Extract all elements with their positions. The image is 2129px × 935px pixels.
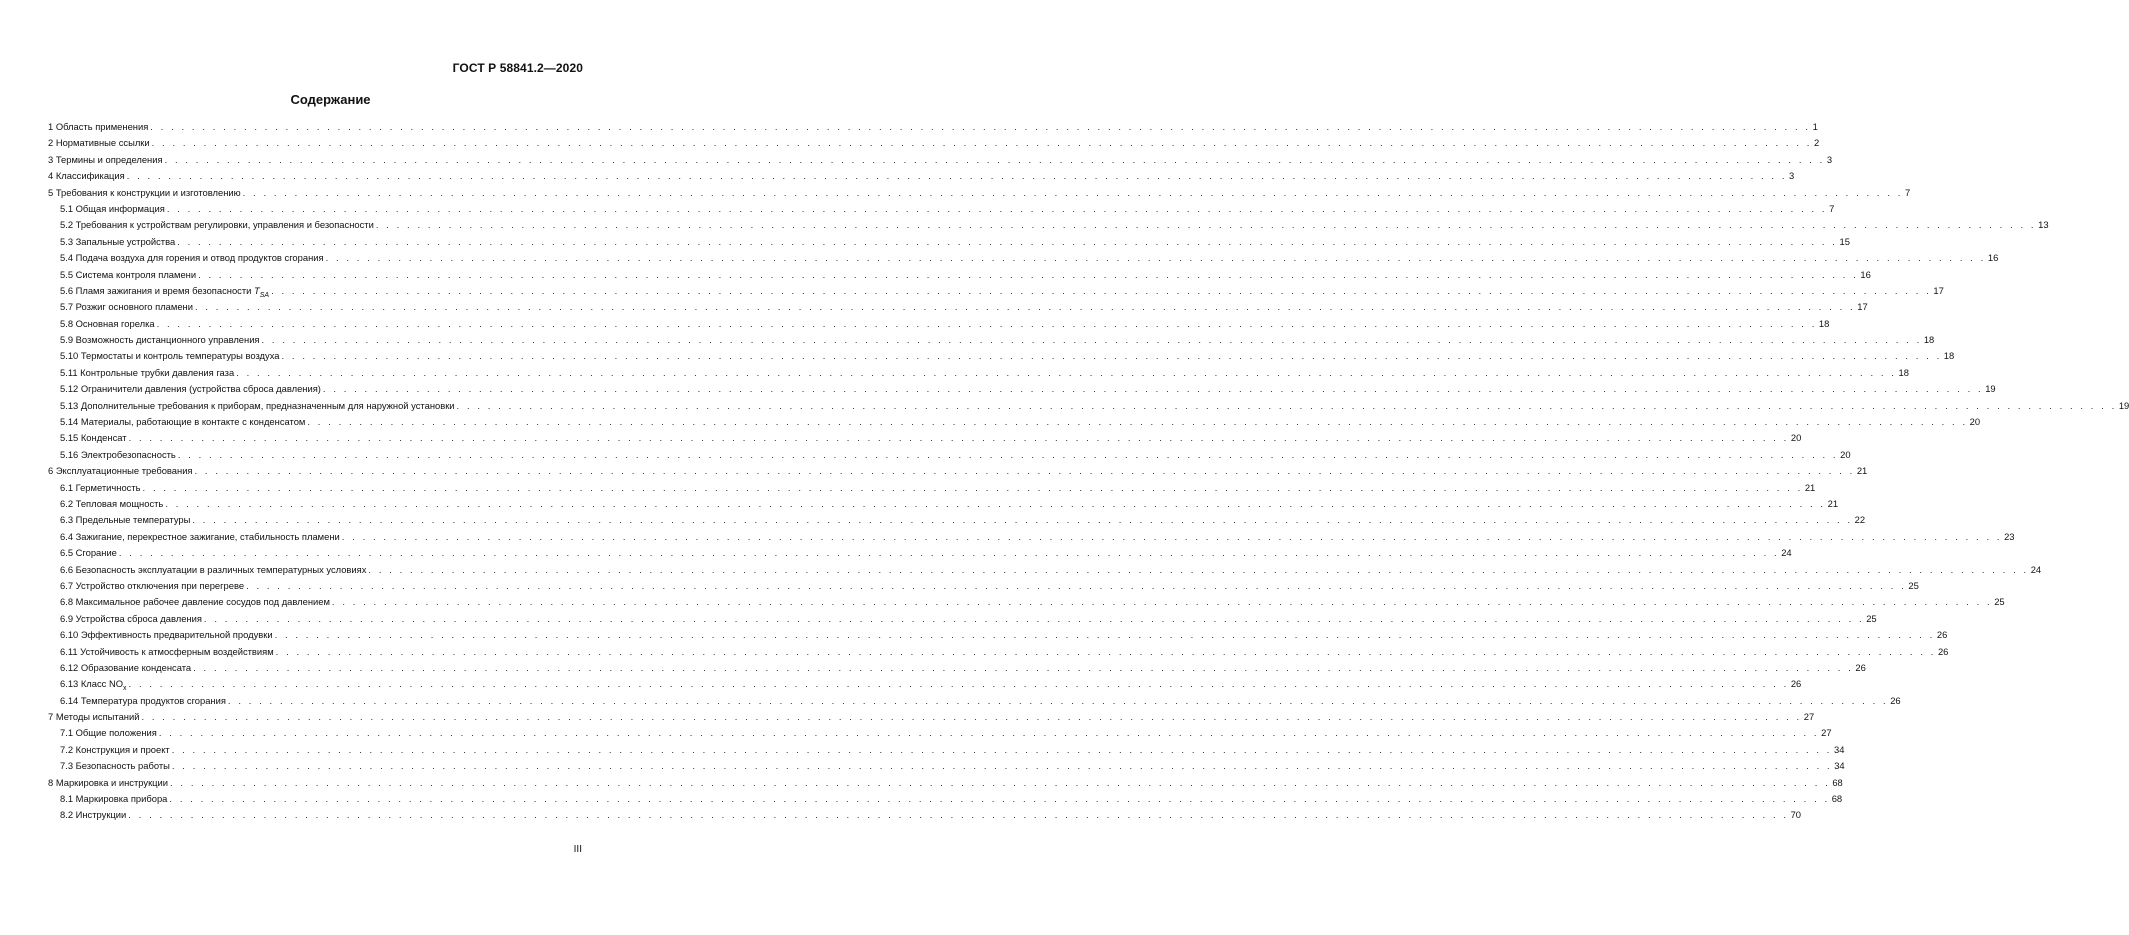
toc-dot-leader: . . . . . . . . . . . . . . . . . . . . . . . . . . . . . . . . . . . . . . . . . . . . . . . . . . . . . . . . . . . . . . . . . . . . . . . . . . . . . . . . . . . . . . . . . . . . . . . . . . . . . . . . . . . . . . . . . . . . . . . . . . . . . . . . . . . . . . . . . . . . . . . . . . . . . . . . . . . . . . . . <box>126 170 1788 182</box>
toc-dot-leader: . . . . . . . . . . . . . . . . . . . . . . . . . . . . . . . . . . . . . . . . . . . . . . . . . . . . . . . . . . . . . . . . . . . . . . . . . . . . . . . . . . . . . . . . . . . . . . . . . . . . . . . . . . . . . . . . . . . . . . . . . . . . . . . . . . . . . . . . . . . . . . . . . . . . . . . . . . . . . . . . <box>227 694 1889 706</box>
toc-entry-label: 5.8 Основная горелка <box>60 317 155 329</box>
toc-page-number: 26 <box>1937 645 1949 657</box>
toc-dot-leader: . . . . . . . . . . . . . . . . . . . . . . . . . . . . . . . . . . . . . . . . . . . . . . . . . . . . . . . . . . . . . . . . . . . . . . . . . . . . . . . . . . . . . . . . . . . . . . . . . . . . . . . . . . . . . . . . . . . . . . . . . . . . . . . . . . . . . . . . . . . . . . . . . . . . . . . . . . . . . . . . <box>368 563 2029 575</box>
toc-dot-leader: . . . . . . . . . . . . . . . . . . . . . . . . . . . . . . . . . . . . . . . . . . . . . . . . . . . . . . . . . . . . . . . . . . . . . . . . . . . . . . . . . . . . . . . . . . . . . . . . . . . . . . . . . . . . . . . . . . . . . . . . . . . . . . . . . . . . . . . . . . . . . . . . . . . . . . . . . . . . . . . . <box>192 514 1853 526</box>
toc-page-number: 19 <box>1985 383 1996 395</box>
toc-dot-leader: . . . . . . . . . . . . . . . . . . . . . . . . . . . . . . . . . . . . . . . . . . . . . . . . . . . . . . . . . . . . . . . . . . . . . . . . . . . . . . . . . . . . . . . . . . . . . . . . . . . . . . . . . . . . . . . . . . . . . . . . . . . . . . . . . . . . . . . . . . . . . . . . . . . . . . . . . . . . . . . . <box>274 629 1935 641</box>
toc-page-number: 23 <box>2004 530 2015 542</box>
toc-page-number: 21 <box>1827 497 1839 509</box>
toc-entry-label: 1 Область применения <box>48 121 149 132</box>
toc-entry[interactable] <box>48 529 2015 545</box>
toc-entry-label: 5.10 Термостаты и контроль температуры воздуха <box>60 350 280 362</box>
toc-page-number: 17 <box>1857 301 1868 313</box>
toc-entry-label: 6.13 Класс $NO_x$ <box>60 678 127 693</box>
toc-page-number: 68 <box>1832 776 1843 788</box>
toc-page-number: 18 <box>1818 317 1830 329</box>
toc-entry[interactable] <box>48 414 1981 430</box>
toc-entry-label: 6.5 Сгорание <box>60 547 117 559</box>
toc-page-number: 25 <box>1994 596 2005 608</box>
toc-entry[interactable] <box>48 512 1866 528</box>
toc-entry-label: 8.1 Маркировка прибора <box>60 793 168 805</box>
toc-symbol-subscript: x <box>123 685 127 693</box>
toc-dot-leader: . . . . . . . . . . . . . . . . . . . . . . . . . . . . . . . . . . . . . . . . . . . . . . . . . . . . . . . . . . . . . . . . . . . . . . . . . . . . . . . . . . . . . . . . . . . . . . . . . . . . . . . . . . . . . . . . . . . . . . . . . . . . . . . . . . . . . . . . . . . . . . . . . . . . . . . . . . . . . . . . <box>261 334 1922 346</box>
toc-dot-leader: . . . . . . . . . . . . . . . . . . . . . . . . . . . . . . . . . . . . . . . . . . . . . . . . . . . . . . . . . . . . . . . . . . . . . . . . . . . . . . . . . . . . . . . . . . . . . . . . . . . . . . . . . . . . . . . . . . . . . . . . . . . . . . . . . . . . . . . . . . . . . . . . . . . . . . . . . . . . . . . . <box>331 596 1993 608</box>
toc-entry[interactable] <box>48 447 1851 463</box>
toc-entry-label: 6.10 Эффективность предварительной продувки <box>60 629 273 641</box>
toc-page-number: 34 <box>1834 743 1845 755</box>
toc-dot-leader: . . . . . . . . . . . . . . . . . . . . . . . . . . . . . . . . . . . . . . . . . . . . . . . . . . . . . . . . . . . . . . . . . . . . . . . . . . . . . . . . . . . . . . . . . . . . . . . . . . . . . . . . . . . . . . . . . . . . . . . . . . . . . . . . . . . . . . . . . . . . . . . . . . . . . . . . . . . . . . . . <box>271 284 1932 296</box>
toc-entry[interactable] <box>48 299 1868 315</box>
toc-entry-label: 5.3 Запальные устройства <box>60 235 176 247</box>
toc-entry[interactable] <box>48 775 1843 791</box>
toc-page-number: 19 <box>2118 399 2129 411</box>
toc-dot-leader: . . . . . . . . . . . . . . . . . . . . . . . . . . . . . . . . . . . . . . . . . . . . . . . . . . . . . . . . . . . . . . . . . . . . . . . . . . . . . . . . . . . . . . . . . . . . . . . . . . . . . . . . . . . . . . . . . . . . . . . . . . . . . . . . . . . . . . . . . . . . . . . . . . . . . . . . . . . . . . . . <box>236 366 1897 378</box>
toc-dot-leader: . . . . . . . . . . . . . . . . . . . . . . . . . . . . . . . . . . . . . . . . . . . . . . . . . . . . . . . . . . . . . . . . . . . . . . . . . . . . . . . . . . . . . . . . . . . . . . . . . . . . . . . . . . . . . . . . . . . . . . . . . . . . . . . . . . . . . . . . . . . . . . . . . . . . . . . . . . . . . . . . <box>171 760 1833 772</box>
toc-entry-label: 5.7 Розжиг основного пламени <box>60 301 193 313</box>
toc-page-number: 27 <box>1803 711 1815 723</box>
toc-dot-leader: . . . . . . . . . . . . . . . . . . . . . . . . . . . . . . . . . . . . . . . . . . . . . . . . . . . . . . . . . . . . . . . . . . . . . . . . . . . . . . . . . . . . . . . . . . . . . . . . . . . . . . . . . . . . . . . . . . . . . . . . . . . . . . . . . . . . . . . . . . . . . . . . . . . . . . . . . . . . . . . . <box>194 301 1856 313</box>
toc-dot-leader: . . . . . . . . . . . . . . . . . . . . . . . . . . . . . . . . . . . . . . . . . . . . . . . . . . . . . . . . . . . . . . . . . . . . . . . . . . . . . . . . . . . . . . . . . . . . . . . . . . . . . . . . . . . . . . . . . . . . . . . . . . . . . . . . . . . . . . . . . . . . . . . . . . . . . . . . . . . . . . . . <box>164 153 1825 165</box>
toc-entry[interactable] <box>48 152 1833 168</box>
toc-dot-leader: . . . . . . . . . . . . . . . . . . . . . . . . . . . . . . . . . . . . . . . . . . . . . . . . . . . . . . . . . . . . . . . . . . . . . . . . . . . . . . . . . . . . . . . . . . . . . . . . . . . . . . . . . . . . . . . . . . . . . . . . . . . . . . . . . . . . . . . . . . . . . . . . . . . . . . . . . . . . . . . . <box>141 711 1802 723</box>
toc-entry[interactable] <box>48 545 1792 561</box>
toc-entry-label: 6 Эксплуатационные требования <box>48 465 193 477</box>
toc-entry[interactable] <box>48 725 1832 741</box>
toc-page-number: 16 <box>1860 268 1871 280</box>
toc-entry[interactable] <box>48 660 1866 676</box>
toc-dot-leader: . . . . . . . . . . . . . . . . . . . . . . . . . . . . . . . . . . . . . . . . . . . . . . . . . . . . . . . . . . . . . . . . . . . . . . . . . . . . . . . . . . . . . . . . . . . . . . . . . . . . . . . . . . . . . . . . . . . . . . . . . . . . . . . . . . . . . . . . . . . . . . . . . . . . . . . . . . . . . . . . <box>170 776 1831 788</box>
toc-page-number: 18 <box>1923 334 1935 346</box>
toc-entry[interactable] <box>48 201 1835 217</box>
toc-dot-leader: . . . . . . . . . . . . . . . . . . . . . . . . . . . . . . . . . . . . . . . . . . . . . . . . . . . . . . . . . . . . . . . . . . . . . . . . . . . . . . . . . . . . . . . . . . . . . . . . . . . . . . . . . . . . . . . . . . . . . . . . . . . . . . . . . . . . . . . . . . . . . . . . . . . . . . . . . . . . . . . . <box>165 497 1826 509</box>
toc-entry-label: 7.3 Безопасность работы <box>60 760 170 772</box>
toc-dot-leader: . . . . . . . . . . . . . . . . . . . . . . . . . . . . . . . . . . . . . . . . . . . . . . . . . . . . . . . . . . . . . . . . . . . . . . . . . . . . . . . . . . . . . . . . . . . . . . . . . . . . . . . . . . . . . . . . . . . . . . . . . . . . . . . . . . . . . . . . . . . . . . . . . . . . . . . . . . . . . . . . <box>150 121 1811 132</box>
toc-entry[interactable] <box>48 168 1795 184</box>
toc-entry-label: 5.9 Возможность дистанционного управления <box>60 334 260 346</box>
toc-entry[interactable] <box>48 709 1815 725</box>
toc-dot-leader: . . . . . . . . . . . . . . . . . . . . . . . . . . . . . . . . . . . . . . . . . . . . . . . . . . . . . . . . . . . . . . . . . . . . . . . . . . . . . . . . . . . . . . . . . . . . . . . . . . . . . . . . . . . . . . . . . . . . . . . . . . . . . . . . . . . . . . . . . . . . . . . . . . . . . . . . . . . . . . . . <box>198 268 1859 280</box>
toc-entry[interactable] <box>48 480 1816 496</box>
toc-entry-label: 6.8 Максимальное рабочее давление сосудов под давлением <box>60 596 330 608</box>
toc-entry[interactable] <box>48 758 1845 774</box>
toc-page-number: 26 <box>1790 678 1802 690</box>
toc-symbol-subscript: SA <box>259 291 270 299</box>
toc-page-number: 2 <box>1813 137 1820 149</box>
toc-dot-leader: . . . . . . . . . . . . . . . . . . . . . . . . . . . . . . . . . . . . . . . . . . . . . . . . . . . . . . . . . . . . . . . . . . . . . . . . . . . . . . . . . . . . . . . . . . . . . . . . . . . . . . . . . . . . . . . . . . . . . . . . . . . . . . . . . . . . . . . . . . . . . . . . . . . . . . . . . . . . . . . . <box>128 432 1789 444</box>
toc-page-number: 27 <box>1821 727 1832 739</box>
toc-entry[interactable] <box>48 381 1996 397</box>
toc-entry-label: 6.12 Образование конденсата <box>60 661 192 673</box>
toc-entry[interactable] <box>48 250 1999 266</box>
toc-entry-label: 6.2 Тепловая мощность <box>60 497 164 509</box>
toc-dot-leader: . . . . . . . . . . . . . . . . . . . . . . . . . . . . . . . . . . . . . . . . . . . . . . . . . . . . . . . . . . . . . . . . . . . . . . . . . . . . . . . . . . . . . . . . . . . . . . . . . . . . . . . . . . . . . . . . . . . . . . . . . . . . . . . . . . . . . . . . . . . . . . . . . . . . . . . . . . . . . . . . <box>158 727 1820 739</box>
toc-entry[interactable] <box>48 807 1802 823</box>
toc-entry[interactable] <box>48 644 1949 660</box>
toc-entry-label: 5.5 Система контроля пламени <box>60 268 197 280</box>
toc-page-number: 18 <box>1898 366 1909 378</box>
toc-entry[interactable] <box>48 234 1850 250</box>
toc-page-number: 25 <box>1908 579 1919 591</box>
toc-dot-leader: . . . . . . . . . . . . . . . . . . . . . . . . . . . . . . . . . . . . . . . . . . . . . . . . . . . . . . . . . . . . . . . . . . . . . . . . . . . . . . . . . . . . . . . . . . . . . . . . . . . . . . . . . . . . . . . . . . . . . . . . . . . . . . . . . . . . . . . . . . . . . . . . . . . . . . . . . . . . . . . . <box>171 743 1833 755</box>
page-number: III <box>573 844 582 855</box>
toc-entry[interactable] <box>48 627 1948 643</box>
toc-page-number: 3 <box>1826 153 1833 165</box>
toc-dot-leader: . . . . . . . . . . . . . . . . . . . . . . . . . . . . . . . . . . . . . . . . . . . . . . . . . . . . . . . . . . . . . . . . . . . . . . . . . . . . . . . . . . . . . . . . . . . . . . . . . . . . . . . . . . . . . . . . . . . . . . . . . . . . . . . . . . . . . . . . . . . . . . . . . . . . . . . . . . . . . . . . <box>128 809 1789 821</box>
toc-entry-label: 5.13 Дополнительные требования к приборам, предназначенным для наружной установки <box>60 399 455 411</box>
toc-entry[interactable] <box>48 693 1901 709</box>
toc-dot-leader: . . . . . . . . . . . . . . . . . . . . . . . . . . . . . . . . . . . . . . . . . . . . . . . . . . . . . . . . . . . . . . . . . . . . . . . . . . . . . . . . . . . . . . . . . . . . . . . . . . . . . . . . . . . . . . . . . . . . . . . . . . . . . . . . . . . . . . . . . . . . . . . . . . . . . . . . . . . . . . . . <box>142 481 1803 493</box>
toc-dot-leader: . . . . . . . . . . . . . . . . . . . . . . . . . . . . . . . . . . . . . . . . . . . . . . . . . . . . . . . . . . . . . . . . . . . . . . . . . . . . . . . . . . . . . . . . . . . . . . . . . . . . . . . . . . . . . . . . . . . . . . . . . . . . . . . . . . . . . . . . . . . . . . . . . . . . . . . . . . . . . . . . <box>156 317 1817 329</box>
toc-entry-label: 5.4 Подача воздуха для горения и отвод продуктов сгорания <box>60 252 324 264</box>
toc-page-number: 7 <box>1904 186 1911 198</box>
toc-page-number: 68 <box>1831 793 1843 805</box>
toc-entry-label: 5 Требования к конструкции и изготовлению <box>48 186 241 198</box>
toc-page-number: 26 <box>1855 661 1866 673</box>
toc-dot-leader: . . . . . . . . . . . . . . . . . . . . . . . . . . . . . . . . . . . . . . . . . . . . . . . . . . . . . . . . . . . . . . . . . . . . . . . . . . . . . . . . . . . . . . . . . . . . . . . . . . . . . . . . . . . . . . . . . . . . . . . . . . . . . . . . . . . . . . . . . . . . . . . . . . . . . . . . . . . . . . . . <box>325 252 1986 264</box>
toc-page-number: 16 <box>1987 252 1999 264</box>
toc-page-number: 24 <box>1781 547 1792 559</box>
toc-entry-label: 8.2 Инструкции <box>60 809 127 821</box>
toc-page-number: 24 <box>2030 563 2042 575</box>
toc-dot-leader: . . . . . . . . . . . . . . . . . . . . . . . . . . . . . . . . . . . . . . . . . . . . . . . . . . . . . . . . . . . . . . . . . . . . . . . . . . . . . . . . . . . . . . . . . . . . . . . . . . . . . . . . . . . . . . . . . . . . . . . . . . . . . . . . . . . . . . . . . . . . . . . . . . . . . . . . . . . . . . . . <box>275 645 1936 657</box>
toc-page-number: 15 <box>1839 235 1850 247</box>
toc-entry-label: 5.2 Требования к устройствам регулировки, управления и безопасности <box>60 219 374 231</box>
toc-entry[interactable] <box>48 119 1818 135</box>
toc-dot-leader: . . . . . . . . . . . . . . . . . . . . . . . . . . . . . . . . . . . . . . . . . . . . . . . . . . . . . . . . . . . . . . . . . . . . . . . . . . . . . . . . . . . . . . . . . . . . . . . . . . . . . . . . . . . . . . . . . . . . . . . . . . . . . . . . . . . . . . . . . . . . . . . . . . . . . . . . . . . . . . . . <box>151 137 1812 149</box>
toc-dot-leader: . . . . . . . . . . . . . . . . . . . . . . . . . . . . . . . . . . . . . . . . . . . . . . . . . . . . . . . . . . . . . . . . . . . . . . . . . . . . . . . . . . . . . . . . . . . . . . . . . . . . . . . . . . . . . . . . . . . . . . . . . . . . . . . . . . . . . . . . . . . . . . . . . . . . . . . . . . . . . . . . <box>177 235 1838 247</box>
toc-entry[interactable] <box>48 267 1871 283</box>
toc-page-number: 22 <box>1854 514 1866 526</box>
toc-entry[interactable] <box>48 185 1911 201</box>
toc-dot-leader: . . . . . . . . . . . . . . . . . . . . . . . . . . . . . . . . . . . . . . . . . . . . . . . . . . . . . . . . . . . . . . . . . . . . . . . . . . . . . . . . . . . . . . . . . . . . . . . . . . . . . . . . . . . . . . . . . . . . . . . . . . . . . . . . . . . . . . . . . . . . . . . . . . . . . . . . . . . . . . . . <box>169 793 1830 805</box>
toc-page-number: 3 <box>1789 170 1795 182</box>
toc-dot-leader: . . . . . . . . . . . . . . . . . . . . . . . . . . . . . . . . . . . . . . . . . . . . . . . . . . . . . . . . . . . . . . . . . . . . . . . . . . . . . . . . . . . . . . . . . . . . . . . . . . . . . . . . . . . . . . . . . . . . . . . . . . . . . . . . . . . . . . . . . . . . . . . . . . . . . . . . . . . . . . . . <box>456 399 2117 411</box>
toc-entry-label: 6.4 Зажигание, перекрестное зажигание, стабильность пламени <box>60 530 340 542</box>
toc-dot-leader: . . . . . . . . . . . . . . . . . . . . . . . . . . . . . . . . . . . . . . . . . . . . . . . . . . . . . . . . . . . . . . . . . . . . . . . . . . . . . . . . . . . . . . . . . . . . . . . . . . . . . . . . . . . . . . . . . . . . . . . . . . . . . . . . . . . . . . . . . . . . . . . . . . . . . . . . . . . . . . . . <box>246 579 1907 591</box>
toc-entry-label: 5.15 Конденсат <box>60 432 127 444</box>
toc-entry-label: 3 Термины и определения <box>48 153 163 165</box>
toc-page-number: 20 <box>1969 416 1981 428</box>
toc-entry-label: 6.9 Устройства сброса давления <box>60 612 202 624</box>
toc-entry[interactable] <box>48 578 1919 594</box>
toc-page-number: 21 <box>1804 481 1816 493</box>
toc-dot-leader: . . . . . . . . . . . . . . . . . . . . . . . . . . . . . . . . . . . . . . . . . . . . . . . . . . . . . . . . . . . . . . . . . . . . . . . . . . . . . . . . . . . . . . . . . . . . . . . . . . . . . . . . . . . . . . . . . . . . . . . . . . . . . . . . . . . . . . . . . . . . . . . . . . . . . . . . . . . . . . . . <box>341 530 2003 542</box>
toc-entry-label: 6.3 Предельные температуры <box>60 514 191 526</box>
toc-entry-label: 6.6 Безопасность эксплуатации в различных температурных условиях <box>60 563 367 575</box>
toc-entry-label: 6.11 Устойчивость к атмосферным воздействиям <box>60 645 274 657</box>
toc-dot-leader: . . . . . . . . . . . . . . . . . . . . . . . . . . . . . . . . . . . . . . . . . . . . . . . . . . . . . . . . . . . . . . . . . . . . . . . . . . . . . . . . . . . . . . . . . . . . . . . . . . . . . . . . . . . . . . . . . . . . . . . . . . . . . . . . . . . . . . . . . . . . . . . . . . . . . . . . . . . . . . . . <box>375 219 2037 231</box>
toc-dot-leader: . . . . . . . . . . . . . . . . . . . . . . . . . . . . . . . . . . . . . . . . . . . . . . . . . . . . . . . . . . . . . . . . . . . . . . . . . . . . . . . . . . . . . . . . . . . . . . . . . . . . . . . . . . . . . . . . . . . . . . . . . . . . . . . . . . . . . . . . . . . . . . . . . . . . . . . . . . . . . . . . <box>118 547 1780 559</box>
toc-page-number: 21 <box>1856 465 1868 477</box>
toc-entry[interactable] <box>48 742 1845 758</box>
toc-dot-leader: . . . . . . . . . . . . . . . . . . . . . . . . . . . . . . . . . . . . . . . . . . . . . . . . . . . . . . . . . . . . . . . . . . . . . . . . . . . . . . . . . . . . . . . . . . . . . . . . . . . . . . . . . . . . . . . . . . . . . . . . . . . . . . . . . . . . . . . . . . . . . . . . . . . . . . . . . . . . . . . . <box>194 465 1855 477</box>
toc-entry-label: 5.6 Пламя зажигания и время безопасности $T_{SA}$ <box>60 284 270 299</box>
toc-entry[interactable] <box>48 135 1820 151</box>
toc-dot-leader: . . . . . . . . . . . . . . . . . . . . . . . . . . . . . . . . . . . . . . . . . . . . . . . . . . . . . . . . . . . . . . . . . . . . . . . . . . . . . . . . . . . . . . . . . . . . . . . . . . . . . . . . . . . . . . . . . . . . . . . . . . . . . . . . . . . . . . . . . . . . . . . . . . . . . . . . . . . . . . . . <box>242 186 1903 198</box>
toc-dot-leader: . . . . . . . . . . . . . . . . . . . . . . . . . . . . . . . . . . . . . . . . . . . . . . . . . . . . . . . . . . . . . . . . . . . . . . . . . . . . . . . . . . . . . . . . . . . . . . . . . . . . . . . . . . . . . . . . . . . . . . . . . . . . . . . . . . . . . . . . . . . . . . . . . . . . . . . . . . . . . . . . <box>281 350 1942 362</box>
toc-dot-leader: . . . . . . . . . . . . . . . . . . . . . . . . . . . . . . . . . . . . . . . . . . . . . . . . . . . . . . . . . . . . . . . . . . . . . . . . . . . . . . . . . . . . . . . . . . . . . . . . . . . . . . . . . . . . . . . . . . . . . . . . . . . . . . . . . . . . . . . . . . . . . . . . . . . . . . . . . . . . . . . . <box>177 448 1839 460</box>
toc-entry[interactable] <box>48 594 2005 610</box>
toc-page-number: 20 <box>1840 448 1851 460</box>
toc-entry-label: 7.1 Общие положения <box>60 727 157 739</box>
toc-page-number: 17 <box>1933 284 1944 296</box>
toc-entry[interactable] <box>48 316 1830 332</box>
toc-dot-leader: . . . . . . . . . . . . . . . . . . . . . . . . . . . . . . . . . . . . . . . . . . . . . . . . . . . . . . . . . . . . . . . . . . . . . . . . . . . . . . . . . . . . . . . . . . . . . . . . . . . . . . . . . . . . . . . . . . . . . . . . . . . . . . . . . . . . . . . . . . . . . . . . . . . . . . . . . . . . . . . . <box>322 383 1984 395</box>
toc-entry-label: 6.7 Устройство отключения при перегреве <box>60 579 245 591</box>
toc-entry[interactable] <box>48 791 1843 807</box>
toc-page-number: 34 <box>1834 760 1845 772</box>
toc-entry-label: 6.14 Температура продуктов сгорания <box>60 694 226 706</box>
toc-page-number: 20 <box>1790 432 1802 444</box>
toc-entry[interactable] <box>48 463 1868 479</box>
toc-page-number: 1 <box>1812 121 1818 132</box>
toc-dot-leader: . . . . . . . . . . . . . . . . . . . . . . . . . . . . . . . . . . . . . . . . . . . . . . . . . . . . . . . . . . . . . . . . . . . . . . . . . . . . . . . . . . . . . . . . . . . . . . . . . . . . . . . . . . . . . . . . . . . . . . . . . . . . . . . . . . . . . . . . . . . . . . . . . . . . . . . . . . . . . . . . <box>307 416 1968 428</box>
toc-page-number: 26 <box>1936 629 1948 641</box>
toc-entry[interactable] <box>48 217 2049 233</box>
toc-dot-leader: . . . . . . . . . . . . . . . . . . . . . . . . . . . . . . . . . . . . . . . . . . . . . . . . . . . . . . . . . . . . . . . . . . . . . . . . . . . . . . . . . . . . . . . . . . . . . . . . . . . . . . . . . . . . . . . . . . . . . . . . . . . . . . . . . . . . . . . . . . . . . . . . . . . . . . . . . . . . . . . . <box>128 678 1789 690</box>
toc-symbol: T <box>253 284 260 296</box>
toc-entry[interactable] <box>48 332 1935 348</box>
toc-entry[interactable] <box>48 283 1944 299</box>
toc-entry-label: 5.11 Контрольные трубки давления газа <box>60 366 235 378</box>
toc-entry-label: 7 Методы испытаний <box>48 711 140 723</box>
toc-entry-label: 8 Маркировка и инструкции <box>48 776 169 788</box>
toc-entry[interactable] <box>48 496 1839 512</box>
toc-entry[interactable] <box>48 676 1802 693</box>
toc-entry[interactable] <box>48 398 2129 414</box>
toc-page-number: 18 <box>1943 350 1955 362</box>
toc-entry[interactable] <box>48 562 2042 578</box>
toc-dot-leader: . . . . . . . . . . . . . . . . . . . . . . . . . . . . . . . . . . . . . . . . . . . . . . . . . . . . . . . . . . . . . . . . . . . . . . . . . . . . . . . . . . . . . . . . . . . . . . . . . . . . . . . . . . . . . . . . . . . . . . . . . . . . . . . . . . . . . . . . . . . . . . . . . . . . . . . . . . . . . . . . <box>193 661 1854 673</box>
toc-dot-leader: . . . . . . . . . . . . . . . . . . . . . . . . . . . . . . . . . . . . . . . . . . . . . . . . . . . . . . . . . . . . . . . . . . . . . . . . . . . . . . . . . . . . . . . . . . . . . . . . . . . . . . . . . . . . . . . . . . . . . . . . . . . . . . . . . . . . . . . . . . . . . . . . . . . . . . . . . . . . . . . . <box>166 202 1828 214</box>
toc-entry-label: 7.2 Конструкция и проект <box>60 743 170 755</box>
page-title: Содержание <box>290 92 371 107</box>
toc-page-number: 13 <box>2038 219 2049 231</box>
toc-entry[interactable] <box>48 348 1955 364</box>
toc-entry[interactable] <box>48 365 1909 381</box>
toc-entry[interactable] <box>48 430 1802 446</box>
toc-page-number: 70 <box>1790 809 1802 821</box>
toc-entry-label: 2 Нормативные ссылки <box>48 137 150 149</box>
table-of-contents <box>48 119 2129 824</box>
toc-entry-label: 5.16 Электробезопасность <box>60 448 176 460</box>
toc-entry-label: 5.14 Материалы, работающие в контакте с конденсатом <box>60 416 306 428</box>
toc-page-number: 7 <box>1829 202 1835 214</box>
toc-entry-label: 4 Классификация <box>48 170 125 182</box>
toc-entry-label: 6.1 Герметичность <box>60 481 141 493</box>
toc-page-number: 25 <box>1866 612 1877 624</box>
toc-entry-label: 5.1 Общая информация <box>60 202 165 214</box>
toc-dot-leader: . . . . . . . . . . . . . . . . . . . . . . . . . . . . . . . . . . . . . . . . . . . . . . . . . . . . . . . . . . . . . . . . . . . . . . . . . . . . . . . . . . . . . . . . . . . . . . . . . . . . . . . . . . . . . . . . . . . . . . . . . . . . . . . . . . . . . . . . . . . . . . . . . . . . . . . . . . . . . . . . <box>203 612 1865 624</box>
toc-entry[interactable] <box>48 611 1877 627</box>
document-code: ГОСТ Р 58841.2—2020 <box>452 61 583 75</box>
toc-entry-label: 5.12 Ограничители давления (устройства сброса давления) <box>60 383 321 395</box>
toc-page-number: 26 <box>1890 694 1901 706</box>
